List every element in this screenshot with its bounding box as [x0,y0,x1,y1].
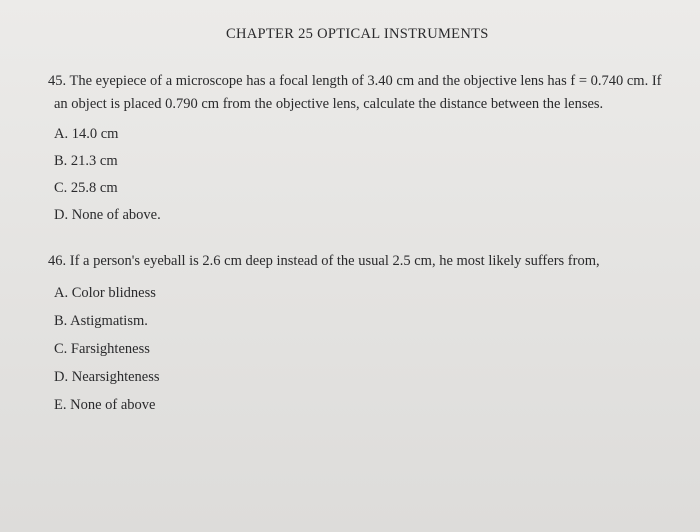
question-45 [48,70,688,229]
question-number: 45. [48,73,67,89]
question-45-line-1 [48,70,688,93]
question-46-line-1 [48,250,688,273]
option-c: C. Farsighteness [54,341,150,357]
option-b: B. 21.3 cm [54,153,118,169]
option-b: B. Astigmatism. [54,313,148,329]
question-text: The eyepiece of a microscope has a focal length of 3.40 cm and the objective lens has f = 0.740 cm. If [69,73,662,89]
option-a: A. 14.0 cm [54,126,119,142]
chapter-title: CHAPTER 25 OPTICAL INSTRUMENTS [226,26,489,42]
question-number: 46. [48,253,67,269]
question-text: If a person's eyeball is 2.6 cm deep instead of the usual 2.5 cm, he most likely suffers from, [69,253,600,269]
option-d: D. Nearsighteness [54,369,160,385]
answer-options-46 [48,279,688,419]
question-45-line-2: an object is placed 0.790 cm from the objective lens, calculate the distance between the lenses. [54,96,604,112]
option-c: C. 25.8 cm [54,180,118,196]
answer-options-45 [48,121,688,229]
option-e: E. None of above [54,397,156,413]
option-d: D. None of above. [54,207,161,223]
option-a: A. Color blidness [54,285,156,301]
question-46 [48,250,688,419]
